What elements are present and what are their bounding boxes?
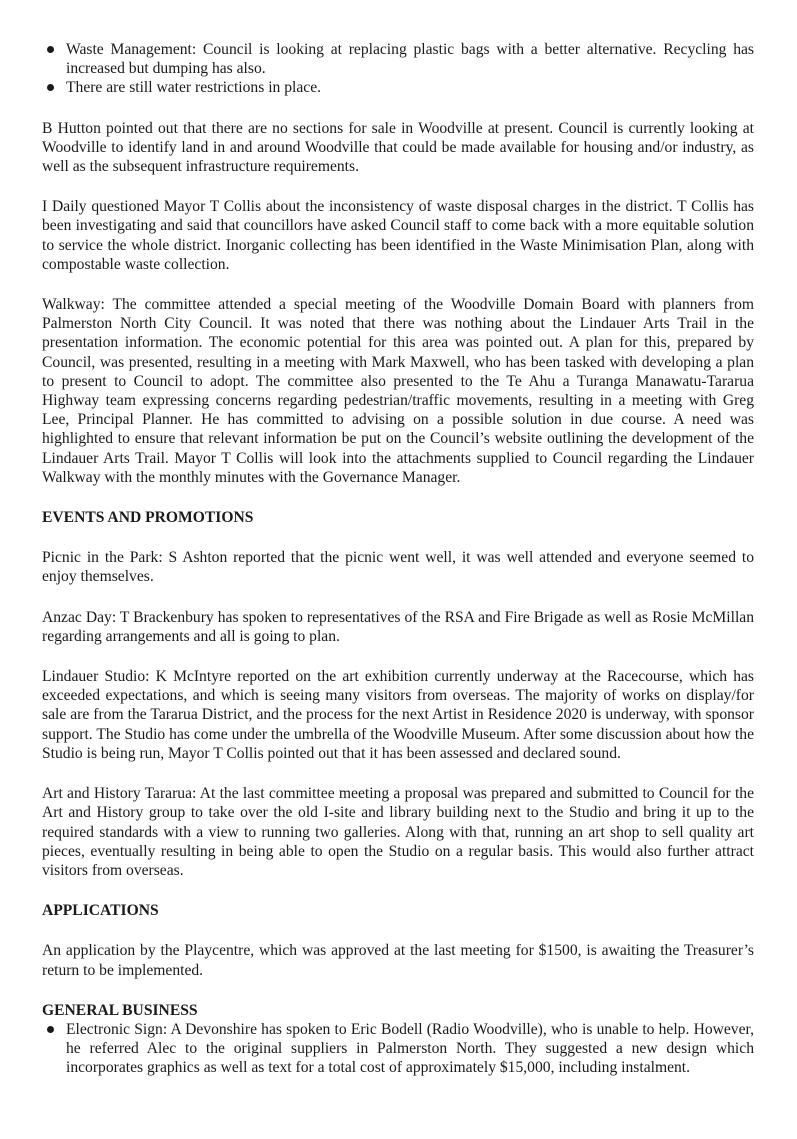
bullet-icon	[47, 1026, 54, 1033]
list-item	[42, 1020, 754, 1078]
list-item	[42, 40, 754, 78]
bullet-icon	[47, 84, 54, 91]
section-heading-general-business: GENERAL BUSINESS	[42, 1001, 198, 1019]
paragraph-walkway: Walkway: The committee attended a special meeting of the Woodville Domain Board with planners from Palmerston North City Council. It was noted that there was nothing about the Lindauer Arts Trail in the presentation information. The economic potential for this area was pointed out. A plan for this, prepared by Council, was presented, resulting in a meeting with Mark Maxwell, who has been tasked with developing a plan to present to Council to adopt. The committee also presented to the Te Ahu a Turanga Manawatu-Tararua Highway team expressing concerns regarding pedestrian/traffic movements, resulting in a meeting with Greg Lee, Principal Planner. He has committed to advising on a possible solution in due course. A need was highlighted to ensure that relevant information be put on the Council’s website outlining the development of the Lindauer Arts Trail. Mayor T Collis will look into the attachments supplied to Council regarding the Lindauer Walkway with the monthly minutes with the Governance Manager.	[42, 296, 754, 486]
section-heading-events: EVENTS AND PROMOTIONS	[42, 509, 254, 527]
document-page	[42, 40, 754, 1078]
bullet-text: Waste Management: Council is looking at replacing plastic bags with a better alternative. Recycling has increased but dumping has also.	[66, 41, 754, 78]
paragraph-art-history: Art and History Tararua: At the last committee meeting a proposal was prepared and submitted to Council for the Art and History group to take over the old I-site and library building next to the Studio and bring it up to the required standards with a view to running two galleries. Along with that, running an art shop to sell quality art pieces, eventually resulting in being able to open the Studio on a regular basis. This would also further attract visitors from overseas.	[42, 785, 754, 879]
paragraph-anzac-day: Anzac Day: T Brackenbury has spoken to representatives of the RSA and Fire Brigade as well as Rosie McMillan regarding arrangements and all is going to plan.	[42, 608, 754, 645]
bullet-text: Electronic Sign: A Devonshire has spoken to Eric Bodell (Radio Woodville), who is unable to help. However, he referred Alec to the original suppliers in Palmerston North. They suggested a new design which incorporates graphics as well as text for a total cost of approximately $15,000, including instalment.	[66, 1020, 754, 1077]
bullet-list-top	[42, 40, 754, 98]
paragraph-waste-charges: I Daily questioned Mayor T Collis about the inconsistency of waste disposal charges in the district. T Collis has been investigating and said that councillors have asked Council staff to come back with a more equitable solution to service the whole district. Inorganic collecting has been identified in the Waste Minimisation Plan, along with compostable waste collection.	[42, 198, 754, 273]
section-heading-applications: APPLICATIONS	[42, 902, 159, 920]
bullet-text: There are still water restrictions in place.	[66, 79, 322, 97]
paragraph-picnic: Picnic in the Park: S Ashton reported that the picnic went well, it was well attended and everyone seemed to enjoy themselves.	[42, 549, 754, 586]
paragraph-playcentre: An application by the Playcentre, which was approved at the last meeting for $1500, is awaiting the Treasurer’s return to be implemented.	[42, 942, 754, 979]
list-item	[42, 78, 754, 97]
paragraph-sections-for-sale: B Hutton pointed out that there are no sections for sale in Woodville at present. Council is currently looking at Woodville to identify land in and around Woodville that could be made available for housing and/or industry, as well as the subsequent infrastructure requirements.	[42, 119, 754, 176]
bullet-icon	[47, 46, 54, 53]
bullet-list-general-business	[42, 1020, 754, 1078]
paragraph-lindauer-studio: Lindauer Studio: K McIntyre reported on the art exhibition currently underway at the Racecourse, which has exceeded expectations, and which is seeing many visitors from overseas. The majority of works on display/for sale are from the Tararua District, and the process for the next Artist in Residence 2020 is underway, with sponsor support. The Studio has come under the umbrella of the Woodville Museum. After some discussion about how the Studio is being run, Mayor T Collis pointed out that it has been assessed and declared sound.	[42, 668, 754, 762]
